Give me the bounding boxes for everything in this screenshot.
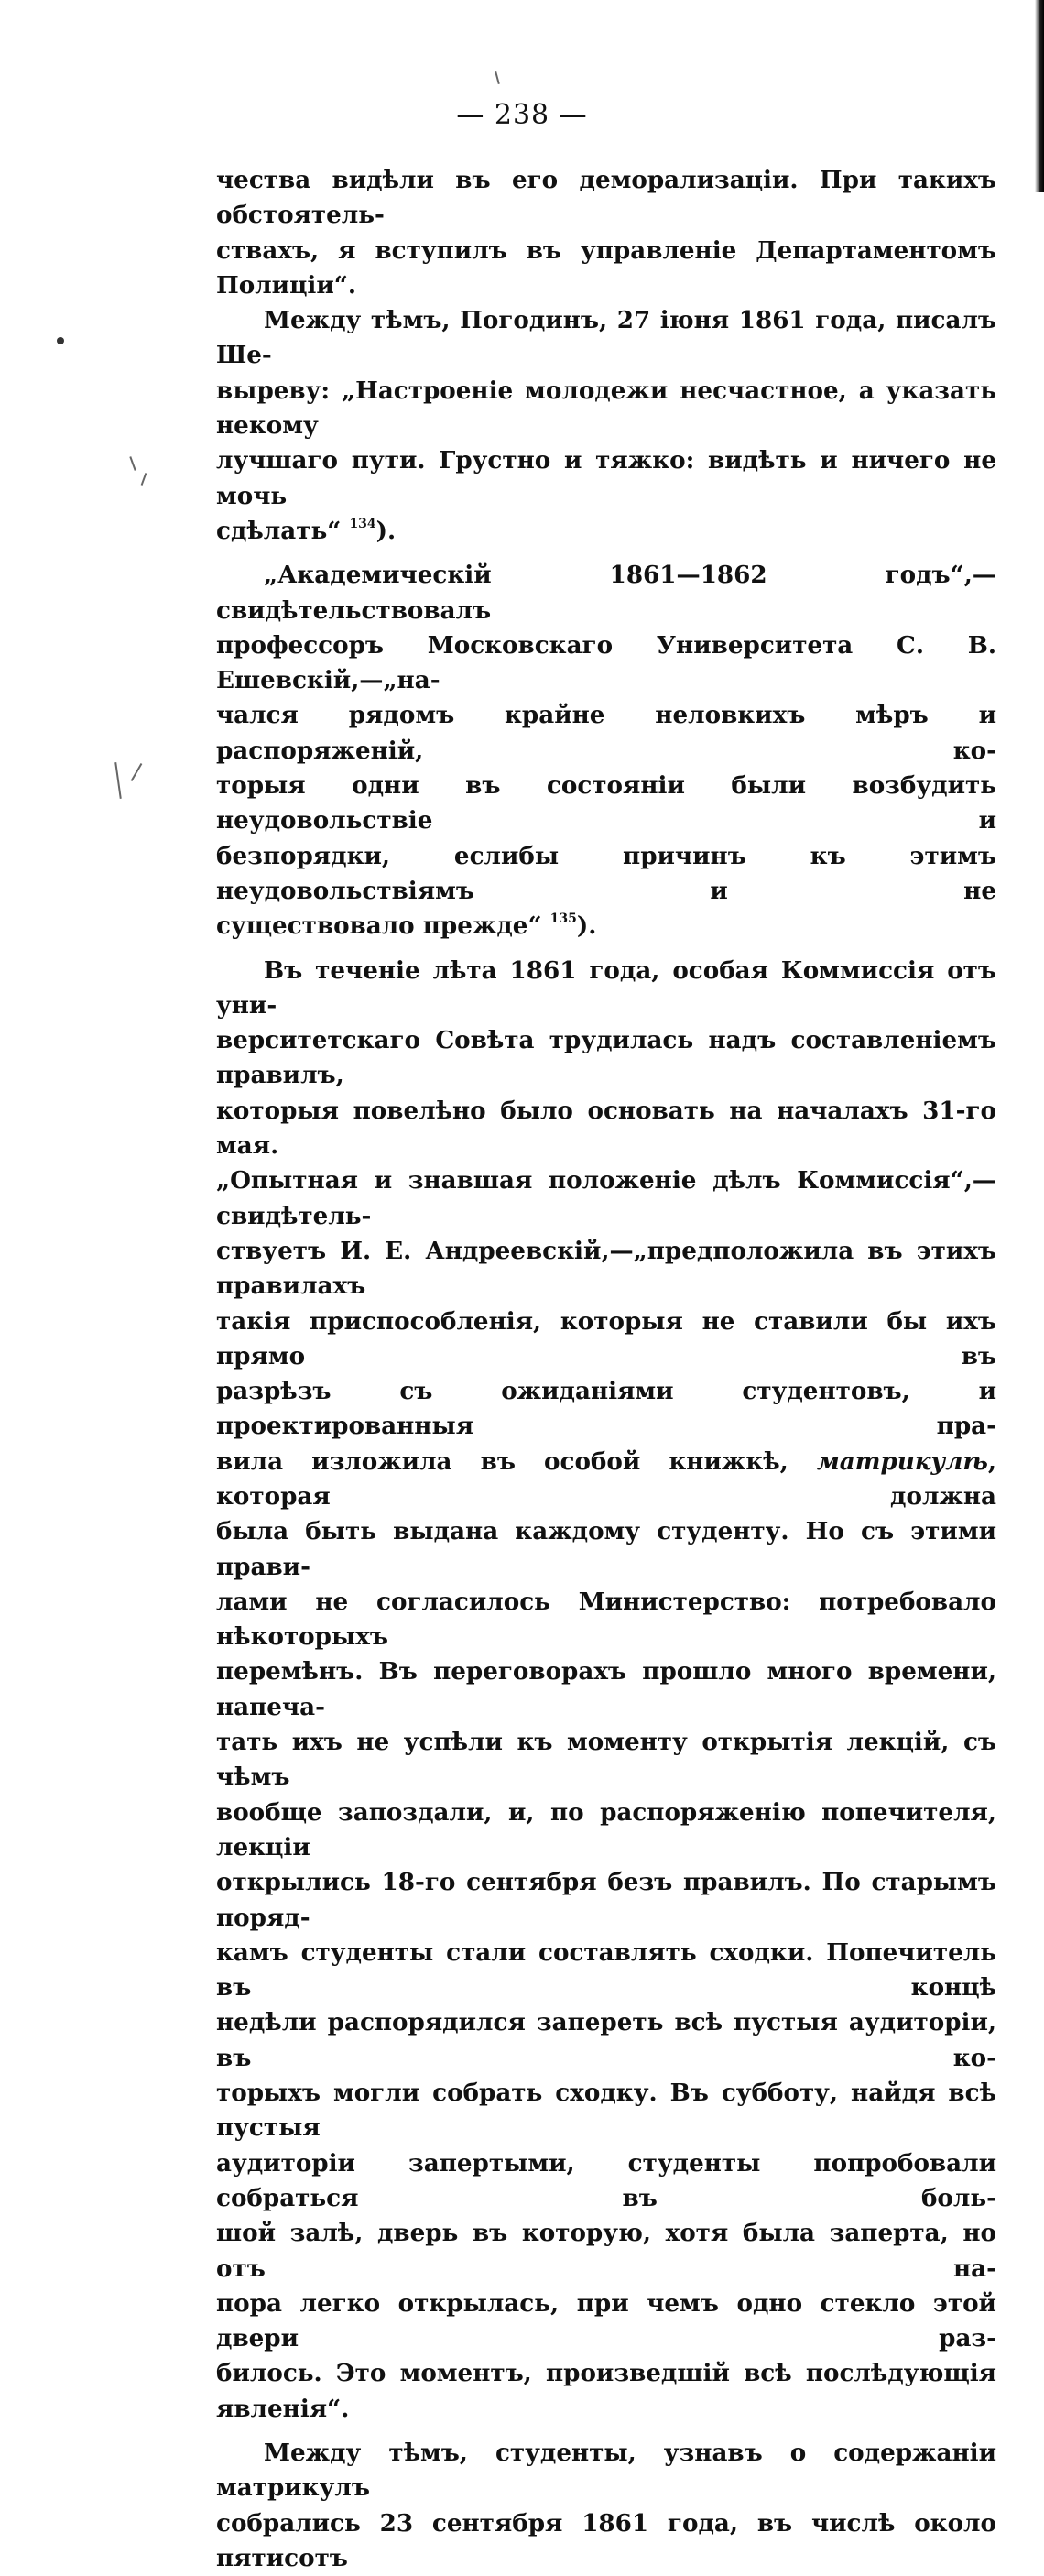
text-line: торыя одни въ состояніи были возбудить неудовольствіе и [216, 771, 996, 835]
text-line: которыя повелѣно было основать на началахъ 31-го мая. [216, 1096, 996, 1161]
page-edge-shadow [1035, 0, 1044, 192]
text-line: лучшаго пути. Грустно и тяжко: видѣть и ничего не мочь [216, 446, 996, 510]
text-line: камъ студенты стали составлять сходки. Попечитель въ концѣ [216, 1937, 996, 2003]
text-line: аудиторіи запертыми, студенты попробовали собраться въ боль- [216, 2148, 996, 2212]
text-line [216, 909, 996, 944]
text-line: шой залѣ, дверь въ которую, хотя была заперта, но отъ на- [216, 2219, 996, 2283]
text-line: лами не согласилось Министерство: потребовало нѣкоторыхъ [216, 1587, 996, 1652]
margin-tick-mark [114, 762, 122, 799]
text-fragment: , которая должна [216, 1446, 996, 1511]
text-line: чества видѣли въ его деморализаціи. При такихъ обстоятель- [216, 166, 996, 230]
margin-tick-mark [141, 473, 147, 486]
text-line: Въ теченіе лѣта 1861 года, особая Коммиссія отъ уни- [216, 955, 996, 1020]
text-line: чался рядомъ крайне неловкихъ мѣръ и распоряженій, ко- [216, 701, 996, 765]
text-line: безпорядки, еслибы причинъ къ этимъ неудовольствіямъ и не [216, 841, 996, 905]
text-line: такія приспособленія, которыя не ставили бы ихъ прямо въ [216, 1306, 996, 1370]
text-line: разрѣзъ съ ожиданіями студентовъ, и проектированныя пра- [216, 1377, 996, 1441]
text-line: верситетскаго Совѣта трудилась надъ составленіемъ правилъ, [216, 1026, 996, 1090]
text-line: вообще запоздали, и, по распоряженію попечителя, лекціи [216, 1797, 996, 1861]
text-line [216, 1445, 996, 1515]
text-line: открылись 18-го сентября безъ правилъ. По старымъ поряд- [216, 1868, 996, 1932]
footnote-ref: 134 [349, 516, 376, 531]
italic-term: матрикулѣ [816, 1446, 988, 1476]
text-line: торыхъ могли собрать сходку. Въ субботу, найдя всѣ пустыя [216, 2079, 996, 2143]
text-line: была быть выдана каждому студенту. Но съ этими прави- [216, 1517, 996, 1581]
text-line: „Опытная и знавшая положеніе дѣлъ Коммиссія“,—свидѣтель- [216, 1166, 996, 1230]
text-fragment: ). [576, 911, 597, 941]
text-line: тать ихъ не успѣли къ моменту открытія лекцій, съ чѣмъ [216, 1728, 996, 1792]
margin-tick-mark [129, 456, 136, 471]
text-line: собрались 23 сентября 1861 года, въ числѣ около пятисотъ [216, 2508, 996, 2572]
text-line [216, 514, 996, 549]
text-fragment: ). [375, 516, 397, 545]
margin-tick-mark [131, 763, 143, 781]
margin-dot-mark [57, 337, 64, 344]
text-line: выреву: „Настроеніе молодежи несчастное, а указать некому [216, 376, 996, 441]
text-fragment: вила изложила въ особой книжкѣ, [216, 1446, 817, 1476]
text-line: профессоръ Московскаго Университета С. В. Ешевскій,—„на- [216, 630, 996, 695]
text-line: Между тѣмъ, Погодинъ, 27 іюня 1861 года, писалъ Ше- [216, 306, 996, 370]
text-line: недѣли распорядился запереть всѣ пустыя аудиторіи, въ ко- [216, 2008, 996, 2072]
text-line: ствуетъ И. Е. Андреевскій,—„предположила въ этихъ правилахъ [216, 1236, 996, 1301]
text-line: перемѣнъ. Въ переговорахъ прошло много времени, напеча- [216, 1657, 996, 1721]
footnote-ref: 135 [549, 911, 577, 927]
text-fragment: существовало прежде“ [216, 911, 550, 941]
text-line: пора легко открылась, при чемъ одно стекло этой двери раз- [216, 2288, 996, 2353]
text-fragment: сдѣлать“ [216, 516, 350, 545]
text-line: „Академическій 1861—1862 годъ“,—свидѣтельствовалъ [216, 561, 996, 625]
text-line: Между тѣмъ, студенты, узнавъ о содержаніи матрикулъ [216, 2439, 996, 2503]
margin-tick-mark [495, 71, 500, 84]
page-number: — 238 — [456, 99, 588, 131]
body-text [216, 163, 996, 2576]
text-line: ствахъ, я вступилъ въ управленіе Департаментомъ Полиціи“. [216, 235, 996, 300]
text-line: билось. Это моментъ, произведшій всѣ послѣдующія явленія“. [216, 2359, 996, 2423]
